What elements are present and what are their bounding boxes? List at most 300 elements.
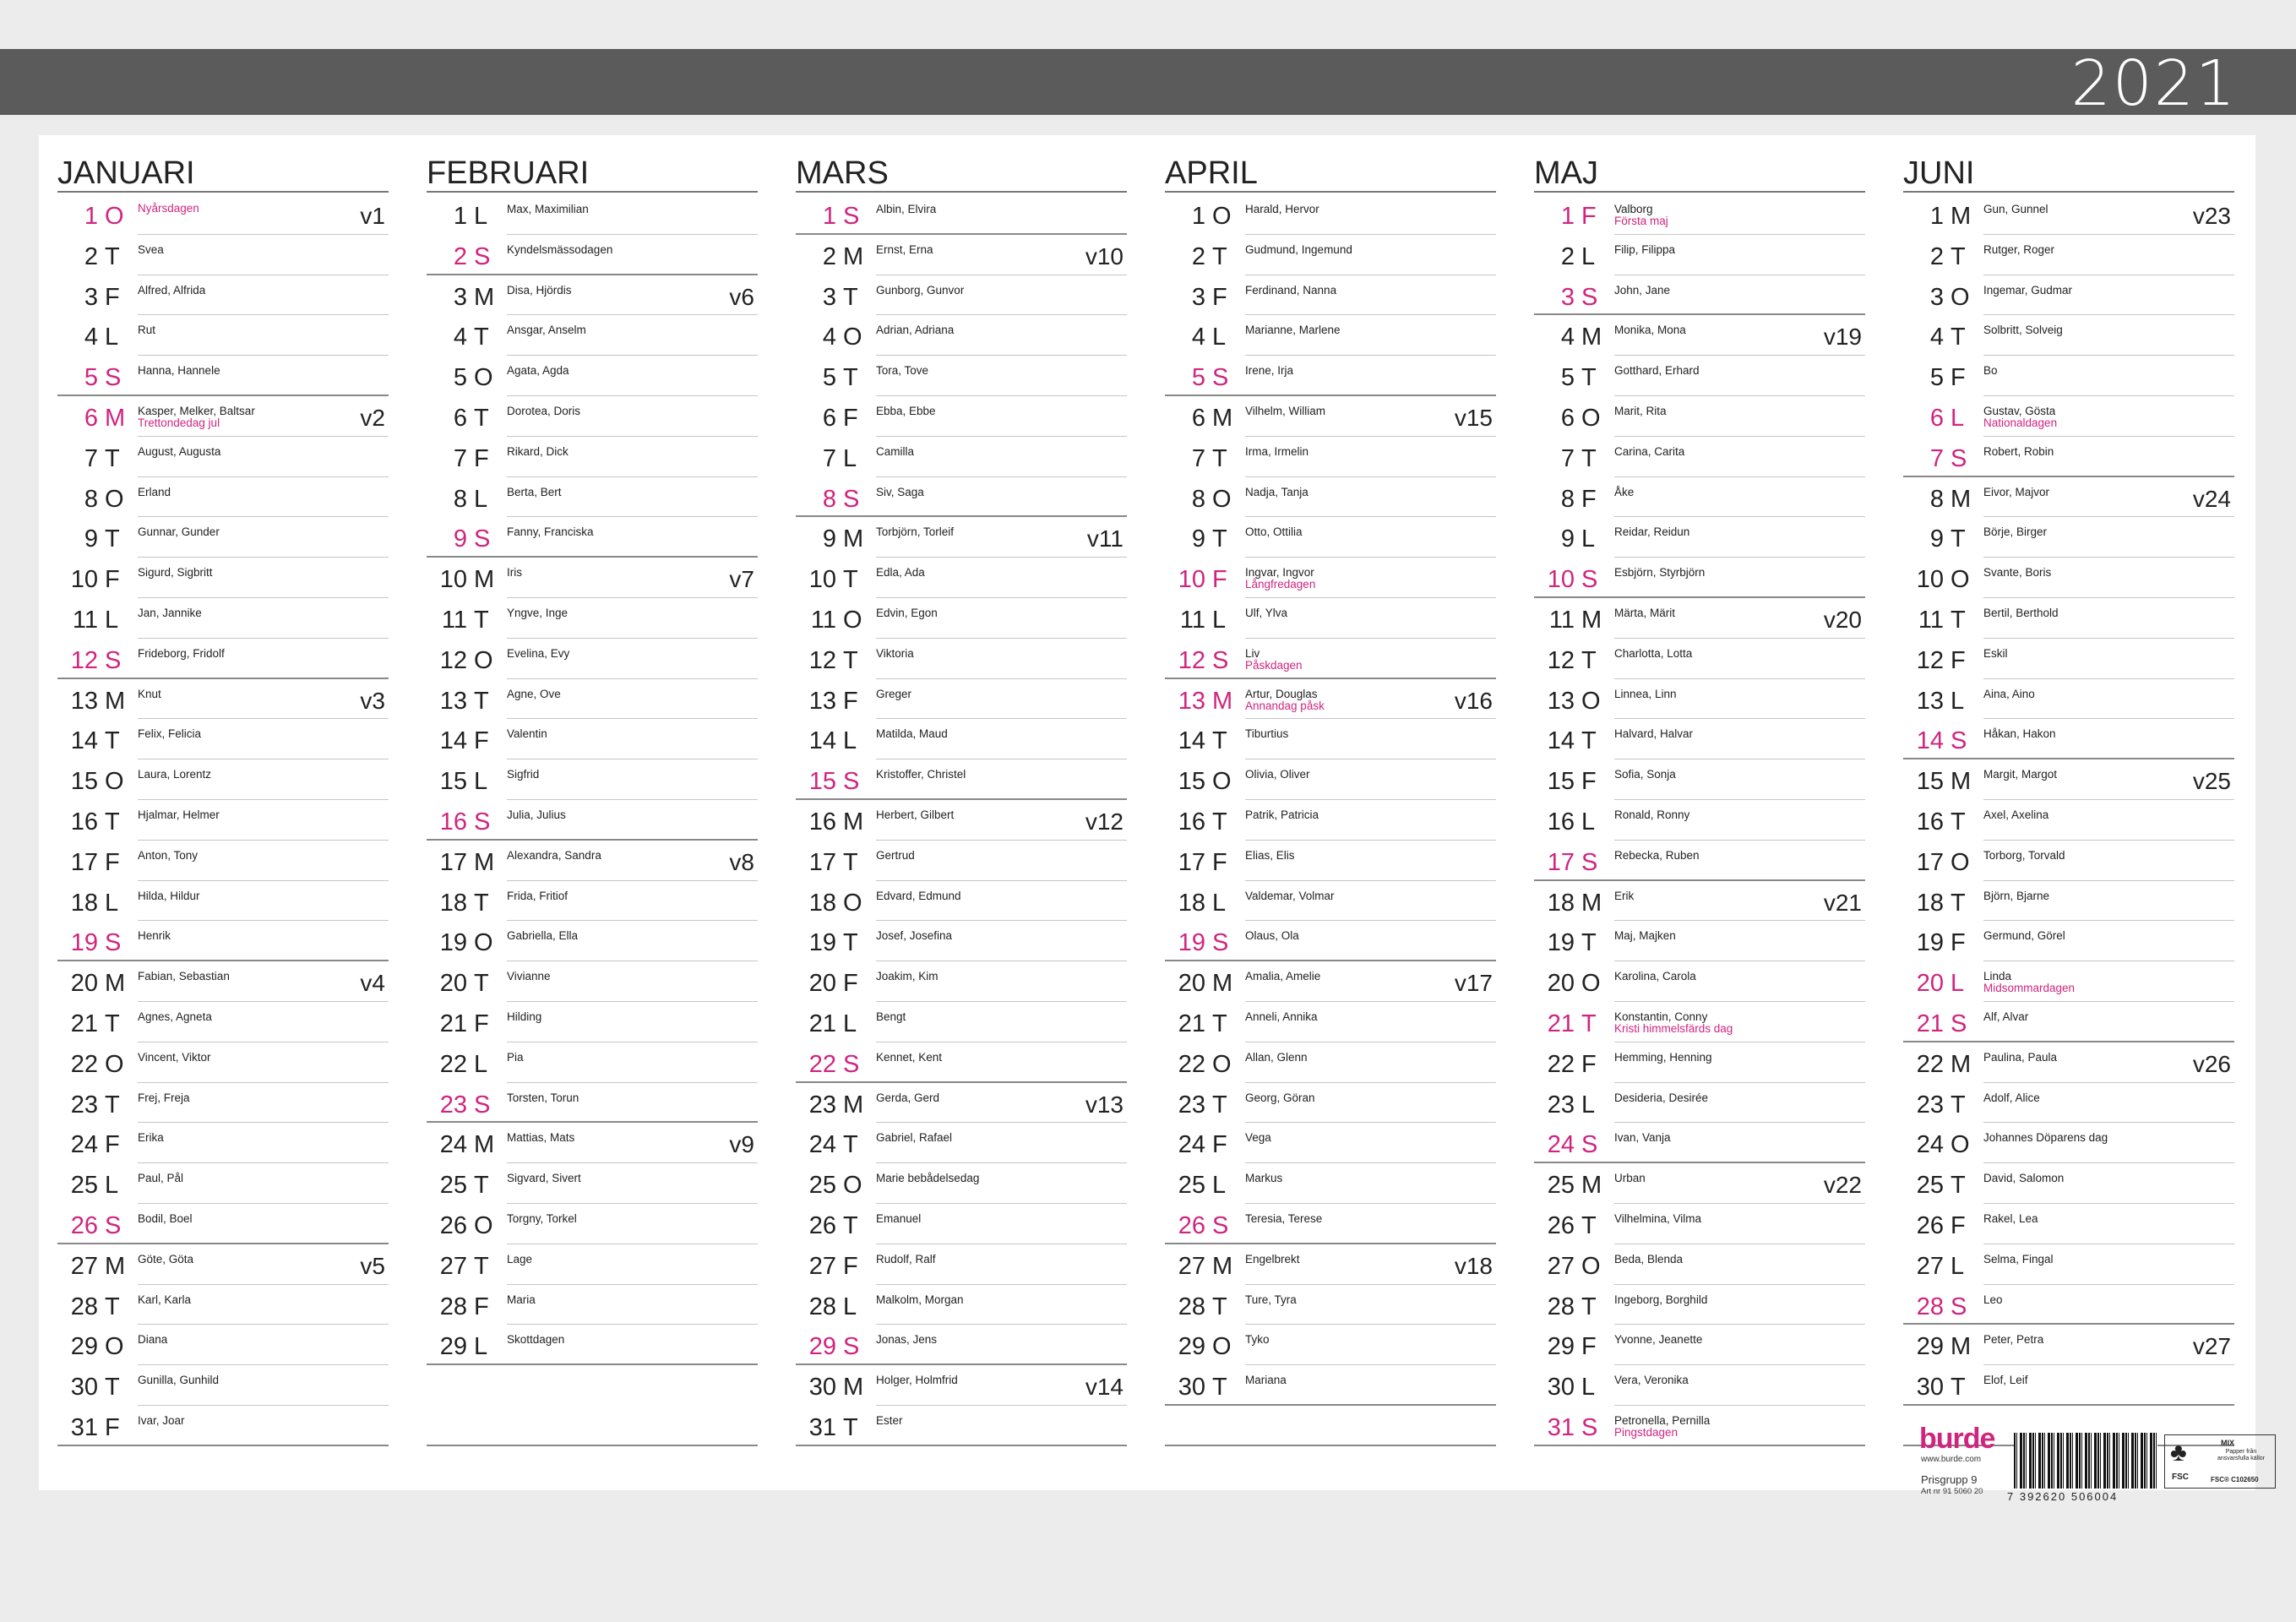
name-day-names: Gunborg, Gunvor: [876, 283, 965, 297]
day-row: [796, 598, 1127, 639]
name-day-text: [1983, 849, 2065, 862]
name-day-names: Svea: [138, 242, 164, 256]
name-day-text: [138, 1212, 193, 1225]
name-day-names: Hilding: [507, 1010, 542, 1023]
name-day-names: Hanna, Hannele: [138, 364, 220, 378]
day-number: 3: [1929, 283, 1944, 311]
name-day-text: [507, 203, 589, 215]
day-row: [427, 921, 758, 961]
name-day-text: [1245, 929, 1299, 942]
weekday-letter: F: [843, 687, 858, 715]
weekday-letter: L: [105, 607, 119, 634]
name-day-text: [876, 688, 911, 700]
day-row: [57, 679, 389, 720]
weekday-letter: L: [1581, 808, 1596, 835]
day-number: 12: [1547, 646, 1575, 674]
day-number: 2: [453, 242, 467, 270]
weekday-letter: T: [1212, 444, 1227, 472]
day-number: 9: [822, 525, 836, 553]
day-row: [796, 315, 1127, 356]
week-number: v6: [729, 283, 754, 310]
day-number: 16: [1547, 808, 1575, 835]
weekday-letter: T: [1951, 607, 1966, 634]
name-day-names: Petronella, Pernilla: [1614, 1414, 1711, 1427]
name-day-text: [1245, 1333, 1270, 1346]
day-number: 30: [70, 1374, 98, 1402]
name-day-names: Berta, Bert: [507, 485, 562, 498]
name-day-names: Solbritt, Solveig: [1983, 324, 2063, 337]
day-row: [1903, 679, 2234, 720]
day-number: 8: [1191, 485, 1205, 513]
day-row: [1903, 558, 2234, 598]
day-row: [1903, 275, 2234, 316]
weekday-letter: F: [1581, 1333, 1597, 1361]
name-day-names: Ebba, Ebbe: [876, 405, 936, 417]
day-number: 25: [1178, 1172, 1205, 1200]
name-day-text: [507, 486, 562, 498]
day-row: [1534, 841, 1865, 881]
weekday-letter: L: [1581, 1374, 1596, 1402]
name-day-text: [1983, 324, 2063, 336]
weekday-letter: O: [474, 929, 493, 957]
weekday-letter: T: [843, 848, 858, 876]
weekday-letter: T: [1581, 1212, 1597, 1239]
name-day-names: Fabian, Sebastian: [138, 970, 230, 983]
weekday-letter: S: [105, 929, 122, 957]
day-number: 11: [1918, 607, 1944, 634]
weekday-letter: L: [474, 1050, 488, 1078]
name-day-text: [507, 566, 522, 579]
weekday-letter: L: [1951, 970, 1965, 998]
weekday-letter: S: [843, 203, 860, 230]
day-row: [427, 194, 758, 235]
weekday-letter: T: [105, 444, 120, 472]
name-day-text: [138, 890, 200, 902]
name-day-names: Peter, Petra: [1983, 1333, 2044, 1347]
day-row: [1165, 1042, 1496, 1083]
name-day-text: [1614, 525, 1689, 538]
day-row: [427, 961, 758, 1002]
name-day-names: Alf, Alvar: [1983, 1010, 2029, 1023]
weekday-letter: F: [843, 970, 858, 998]
weekday-letter: M: [1581, 1172, 1602, 1200]
name-day-text: [1614, 1212, 1701, 1225]
week-number: v15: [1454, 405, 1493, 431]
day-row: [796, 477, 1127, 518]
weekday-letter: L: [1581, 242, 1596, 270]
weekday-letter: O: [1212, 485, 1232, 513]
day-row: [427, 1002, 758, 1042]
weekday-letter: S: [1951, 727, 1967, 755]
day-row: [1165, 679, 1496, 720]
weekday-letter: F: [105, 1414, 120, 1441]
day-row: [796, 194, 1127, 235]
day-number: 25: [1547, 1172, 1575, 1200]
name-day-text: [876, 1172, 979, 1184]
name-day-names: Frideborg, Fridolf: [138, 646, 225, 660]
day-row: [427, 719, 758, 759]
day-row: [57, 1163, 389, 1204]
name-day-text: [1983, 1131, 2108, 1144]
day-number: 17: [808, 848, 836, 876]
day-number: 28: [70, 1293, 98, 1320]
name-day-text: [876, 1131, 952, 1144]
name-day-text: [1245, 1293, 1297, 1306]
name-day-text: [1614, 1172, 1646, 1184]
name-day-names: Hemming, Henning: [1614, 1050, 1712, 1064]
day-row: [57, 315, 389, 356]
name-day-text: [876, 1212, 921, 1225]
name-day-names: Gun, Gunnel: [1983, 203, 2048, 215]
name-day-names: Paulina, Paula: [1983, 1050, 2058, 1064]
week-number: v21: [1823, 889, 1862, 916]
day-row: [796, 759, 1127, 800]
name-day-names: Gudmund, Ingemund: [1245, 242, 1352, 256]
name-day-text: [1983, 1374, 2028, 1386]
day-row: [427, 881, 758, 922]
name-day-names: Bengt: [876, 1010, 906, 1023]
holiday-label: Påskdagen: [1245, 658, 1303, 672]
name-day-text: [507, 1293, 536, 1306]
name-day-names: Torborg, Torvald: [1983, 848, 2065, 862]
name-day-names: Ester: [876, 1414, 903, 1427]
day-number: 26: [439, 1212, 467, 1239]
name-day-names: Jonas, Jens: [876, 1333, 938, 1347]
week-number: v1: [360, 203, 385, 229]
day-row: [1165, 437, 1496, 477]
day-row: [796, 1406, 1127, 1446]
weekday-letter: S: [474, 525, 491, 553]
name-day-text: [1614, 1010, 1733, 1035]
day-number: 15: [1547, 768, 1575, 796]
weekday-letter: L: [474, 485, 488, 513]
day-number: 9: [84, 525, 98, 553]
day-row: [1534, 437, 1865, 477]
day-number: 30: [1916, 1374, 1944, 1402]
day-row: [1903, 759, 2234, 800]
weekday-letter: M: [105, 405, 126, 432]
name-day-names: August, Augusta: [138, 444, 221, 458]
name-day-names: Patrik, Patricia: [1245, 808, 1319, 821]
day-number: 1: [453, 203, 467, 230]
day-number: 16: [439, 808, 467, 835]
week-number: v13: [1085, 1091, 1124, 1118]
weekday-letter: O: [1581, 405, 1601, 432]
day-row: [1165, 1365, 1496, 1406]
day-number: 17: [70, 848, 98, 876]
day-number: 7: [1929, 444, 1944, 472]
day-row: [57, 1365, 389, 1406]
weekday-letter: S: [1212, 929, 1229, 957]
day-number: 17: [1916, 848, 1944, 876]
week-number: v23: [2192, 203, 2231, 229]
day-row: [796, 1042, 1127, 1083]
day-row: [1534, 558, 1865, 598]
name-day-names: Beda, Blenda: [1614, 1252, 1684, 1265]
weekday-letter: S: [474, 808, 491, 835]
day-row: [1165, 800, 1496, 841]
day-number: 12: [1178, 646, 1205, 674]
name-day-text: [507, 324, 586, 336]
name-day-names: Vilhelmina, Vilma: [1614, 1212, 1702, 1225]
name-day-text: [876, 849, 915, 862]
weekday-letter: T: [105, 1091, 120, 1119]
day-number: 3: [84, 283, 98, 311]
weekday-letter: T: [1581, 646, 1597, 674]
name-day-text: [138, 1131, 164, 1144]
day-number: 5: [84, 364, 98, 392]
brand-logo: burde: [1919, 1423, 1995, 1455]
weekday-letter: T: [1951, 1374, 1966, 1402]
day-row: [796, 235, 1127, 275]
name-day-text: [1983, 768, 2057, 781]
name-day-names: Irma, Irmelin: [1245, 444, 1309, 458]
name-day-text: [1983, 445, 2054, 458]
weekday-letter: M: [843, 242, 864, 270]
day-number: 2: [1929, 242, 1944, 270]
day-row: [57, 639, 389, 679]
day-row: [1165, 921, 1496, 961]
weekday-letter: T: [1581, 727, 1597, 755]
name-day-text: [876, 284, 964, 297]
day-row: [427, 1083, 758, 1124]
name-day-text: [138, 1293, 191, 1306]
price-group: Prisgrupp 9: [1921, 1473, 1978, 1486]
day-number: 6: [1191, 405, 1205, 432]
weekday-letter: S: [1212, 1212, 1229, 1239]
name-day-names: Josef, Josefina: [876, 929, 953, 943]
name-day-names: Ingvar, Ingvor: [1245, 566, 1314, 580]
holiday-label: Midsommardagen: [1983, 982, 2076, 995]
weekday-letter: S: [474, 242, 491, 270]
day-row: [1903, 1325, 2234, 1365]
name-day-text: [1245, 1212, 1322, 1225]
weekday-letter: S: [1951, 444, 1967, 472]
day-row: [1903, 1365, 2234, 1406]
name-day-text: [1245, 808, 1319, 821]
day-number: 14: [1547, 727, 1575, 755]
day-number: 9: [453, 525, 467, 553]
weekday-letter: M: [105, 970, 126, 998]
weekday-letter: M: [1951, 485, 1972, 513]
name-day-text: [138, 525, 220, 538]
weekday-letter: L: [105, 1172, 119, 1200]
day-number: 28: [439, 1293, 467, 1320]
name-day-text: [1614, 768, 1676, 781]
name-day-text: [1614, 566, 1705, 579]
day-number: 26: [1916, 1212, 1944, 1239]
month-name: FEBRUARI: [427, 155, 590, 191]
weekday-letter: M: [474, 1131, 495, 1159]
month-title-rule: [1903, 191, 2234, 193]
name-day-names: Vivianne: [507, 970, 551, 983]
weekday-letter: O: [105, 1050, 124, 1078]
name-day-text: [507, 1172, 581, 1184]
day-number: 5: [1560, 364, 1575, 392]
day-number: 1: [1191, 203, 1205, 230]
weekday-letter: S: [843, 1050, 860, 1078]
weekday-letter: O: [1951, 848, 1970, 876]
week-number: v17: [1454, 970, 1493, 997]
day-row: [1165, 235, 1496, 275]
week-separator: [1903, 1404, 2234, 1406]
day-row: [427, 1244, 758, 1285]
day-number: 3: [1191, 283, 1205, 311]
weekday-letter: L: [1212, 324, 1227, 351]
day-row: [1165, 1325, 1496, 1365]
name-day-names: Sigurd, Sigbritt: [138, 566, 213, 580]
day-row: [796, 1123, 1127, 1163]
year-label: 2021: [2070, 47, 2237, 120]
name-day-names: Konstantin, Conny: [1614, 1010, 1708, 1023]
weekday-letter: M: [1212, 405, 1233, 432]
day-number: 24: [1547, 1131, 1575, 1159]
name-day-text: [1614, 486, 1634, 498]
weekday-letter: M: [843, 1091, 864, 1119]
weekday-letter: L: [1951, 1252, 1965, 1280]
weekday-letter: L: [474, 203, 488, 230]
name-day-text: [1245, 1051, 1308, 1064]
day-row: [1165, 517, 1496, 558]
name-day-text: [1614, 890, 1634, 902]
weekday-letter: T: [1951, 1172, 1966, 1200]
weekday-letter: F: [1581, 203, 1597, 230]
name-day-names: Rut: [138, 324, 156, 337]
name-day-names: Kasper, Melker, Baltsar: [138, 405, 255, 417]
weekday-letter: M: [843, 525, 864, 553]
name-day-names: Filip, Filippa: [1614, 242, 1676, 256]
day-number: 4: [453, 324, 467, 351]
name-day-names: Göte, Göta: [138, 1252, 194, 1265]
day-row: [1903, 315, 2234, 356]
day-row: [1903, 235, 2234, 275]
day-row: [796, 719, 1127, 759]
day-row: [1165, 639, 1496, 679]
name-day-text: [138, 727, 201, 740]
name-day-names: Henrik: [138, 929, 171, 943]
name-day-text: [507, 1051, 524, 1064]
week-number: v11: [1086, 525, 1124, 552]
name-day-text: [507, 890, 568, 902]
day-number: 4: [84, 324, 98, 351]
name-day-text: [876, 1051, 942, 1064]
holiday-label: Annandag påsk: [1245, 699, 1325, 712]
weekday-letter: T: [1951, 1091, 1966, 1119]
fsc-tree-icon: ♣: [2170, 1439, 2187, 1467]
name-day-names: Pia: [507, 1050, 524, 1064]
day-row: [427, 759, 758, 800]
name-day-text: [1614, 203, 1668, 227]
weekday-letter: S: [1581, 1414, 1598, 1441]
day-number: 5: [1191, 364, 1205, 392]
day-row: [57, 1325, 389, 1365]
day-number: 17: [1547, 848, 1575, 876]
weekday-letter: L: [843, 1010, 857, 1037]
name-day-names: Mariana: [1245, 1374, 1287, 1387]
day-row: [1903, 881, 2234, 922]
week-number: v25: [2192, 768, 2231, 795]
weekday-letter: M: [1212, 1252, 1233, 1280]
day-number: 8: [1929, 485, 1944, 513]
name-day-text: [138, 203, 199, 215]
name-day-names: Johannes Döparens dag: [1983, 1131, 2108, 1145]
day-row: [1534, 1406, 1865, 1446]
weekday-letter: T: [1212, 525, 1227, 553]
weekday-letter: M: [843, 1374, 864, 1402]
name-day-names: Maria: [507, 1293, 536, 1306]
name-day-text: [507, 929, 578, 942]
day-row: [796, 881, 1127, 922]
weekday-letter: F: [105, 848, 120, 876]
weekday-letter: F: [1212, 283, 1227, 311]
name-day-names: Halvard, Halvar: [1614, 727, 1694, 741]
day-row: [796, 517, 1127, 558]
day-number: 7: [453, 444, 467, 472]
barcode-image: [2014, 1433, 2157, 1489]
name-day-text: [1983, 243, 2054, 256]
weekday-letter: T: [1581, 444, 1597, 472]
name-day-text: [1614, 929, 1676, 942]
day-number: 22: [808, 1050, 836, 1078]
weekday-letter: M: [1212, 687, 1233, 715]
weekday-letter: S: [1951, 1293, 1967, 1320]
weekday-letter: T: [474, 1172, 489, 1200]
name-day-text: [1614, 1131, 1671, 1144]
day-number: 27: [1178, 1252, 1205, 1280]
day-number: 22: [1178, 1050, 1205, 1078]
name-day-text: [1983, 486, 2049, 498]
name-day-text: [138, 929, 171, 942]
name-day-text: [507, 808, 566, 821]
name-day-text: [1245, 849, 1295, 862]
day-number: 13: [439, 687, 467, 715]
day-number: 6: [1929, 405, 1944, 432]
name-day-names: Ingeborg, Borghild: [1614, 1293, 1708, 1306]
week-number: v16: [1454, 687, 1493, 714]
holiday-label: Första maj: [1614, 215, 1668, 227]
day-row: [427, 315, 758, 356]
weekday-letter: T: [843, 929, 858, 957]
name-day-text: [1245, 727, 1288, 740]
name-day-text: [1245, 890, 1335, 902]
weekday-letter: T: [843, 1212, 858, 1239]
name-day-names: Kennet, Kent: [876, 1050, 943, 1064]
day-row: [57, 275, 389, 316]
day-number: 2: [84, 242, 98, 270]
day-row: [1903, 1244, 2234, 1285]
name-day-names: Vincent, Viktor: [138, 1050, 211, 1064]
day-number: 28: [1916, 1293, 1944, 1320]
name-day-names: Bodil, Boel: [138, 1212, 193, 1225]
name-day-names: Marianne, Marlene: [1245, 324, 1341, 337]
weekday-letter: T: [1581, 929, 1597, 957]
fsc-code: FSC® C102650: [2211, 1476, 2259, 1483]
weekday-letter: S: [843, 768, 860, 796]
name-day-text: [138, 486, 171, 498]
weekday-letter: F: [105, 566, 120, 594]
name-day-names: Urban: [1614, 1172, 1646, 1185]
closing-separator: [1165, 1445, 1496, 1446]
weekday-letter: F: [1212, 848, 1227, 876]
weekday-letter: S: [105, 364, 122, 392]
day-number: 1: [1929, 203, 1944, 230]
day-row: [1903, 921, 2234, 961]
name-day-text: [1983, 970, 2075, 994]
day-row: [1534, 639, 1865, 679]
name-day-text: [1614, 364, 1700, 377]
day-number: 4: [1929, 324, 1944, 351]
name-day-names: Nadja, Tanja: [1245, 485, 1309, 498]
